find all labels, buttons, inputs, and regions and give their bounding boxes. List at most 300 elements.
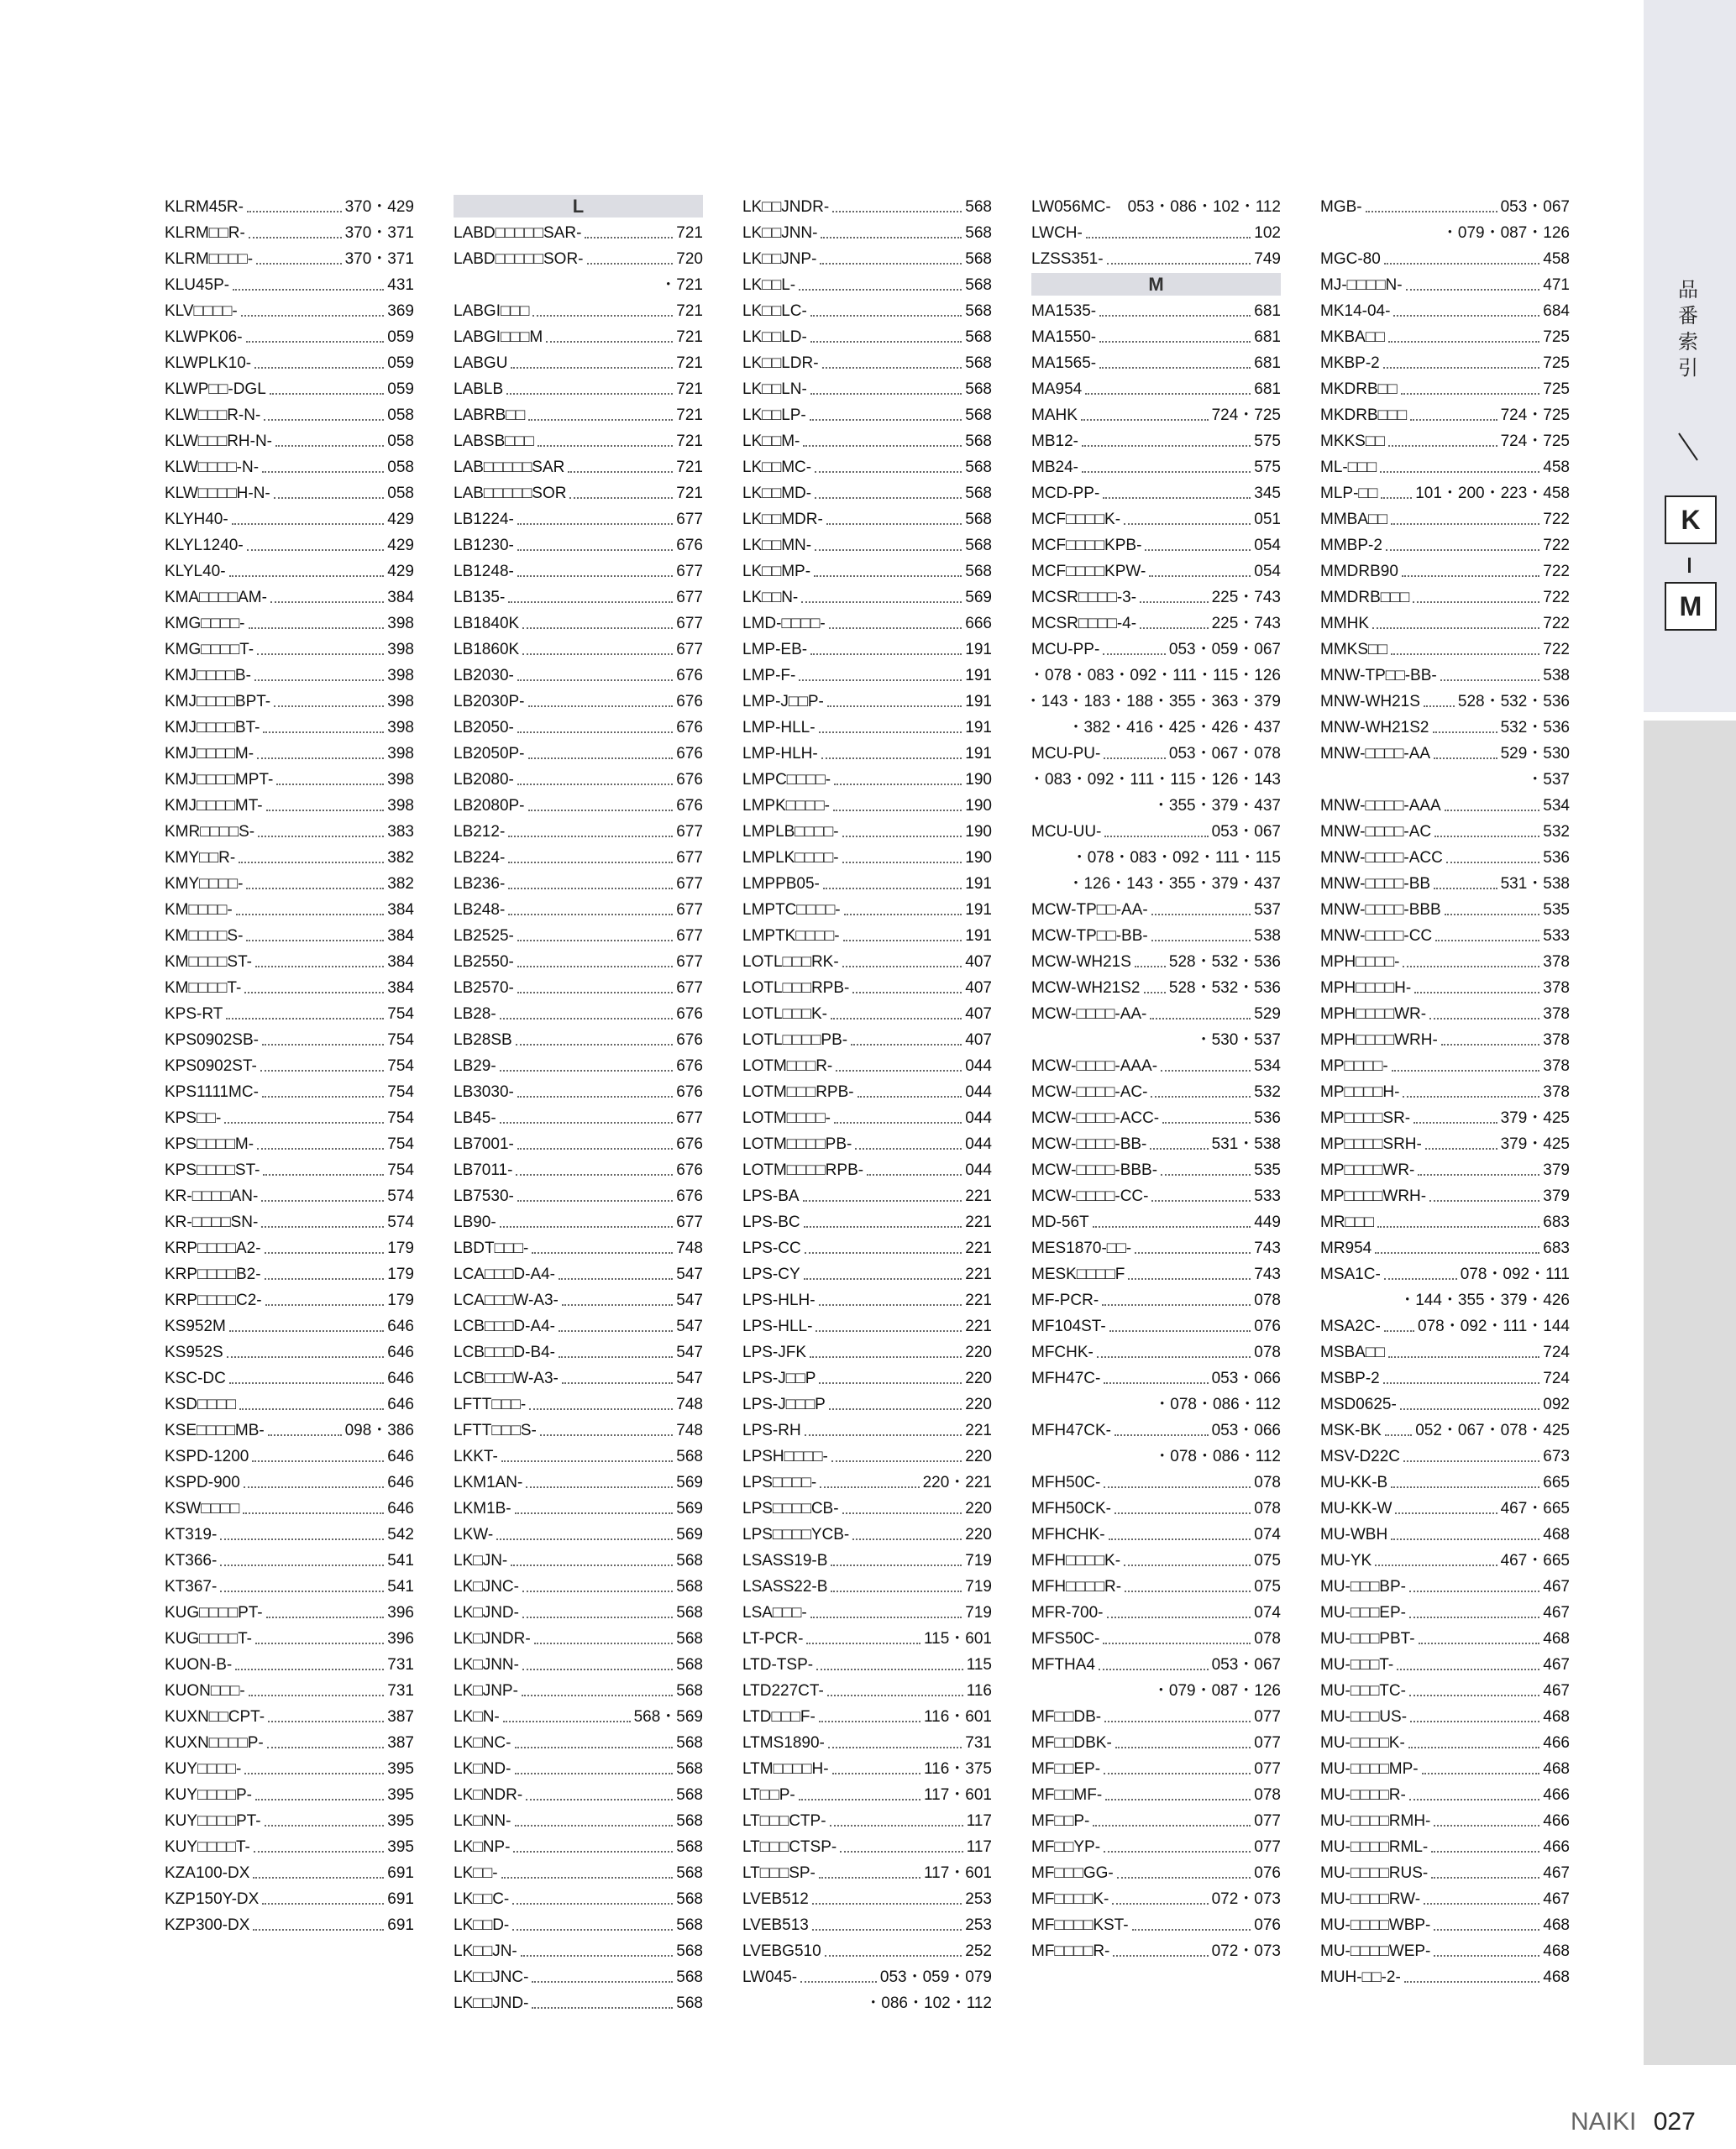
page-refs: 722: [1543, 537, 1570, 554]
part-number: KR-□□□□AN-: [165, 1187, 259, 1205]
dot-leader: [1409, 1695, 1539, 1696]
part-number: MMKS□□: [1320, 641, 1387, 658]
part-number: LK□JNN-: [454, 1656, 519, 1674]
dot-leader: [1445, 810, 1540, 811]
part-number: KZA100-DX: [165, 1864, 250, 1882]
index-entry: [165, 478, 414, 504]
index-entry: [1320, 1259, 1570, 1285]
index-entry: [165, 1207, 414, 1233]
index-entry: [165, 1727, 414, 1753]
part-number: MKBP-2: [1320, 354, 1380, 372]
page-refs: 468: [1543, 1942, 1570, 1960]
page-refs: 101・200・223・458: [1415, 485, 1570, 502]
index-entry: [454, 1415, 703, 1441]
dot-leader: [1424, 1903, 1539, 1905]
dot-leader: [496, 1538, 673, 1540]
part-number: MP□□□□WR-: [1320, 1161, 1415, 1179]
page-refs: 719: [965, 1552, 992, 1570]
index-entry: [454, 1155, 703, 1181]
page-refs: 078: [1254, 1786, 1281, 1804]
dot-leader: [562, 1304, 673, 1306]
index-entry: [454, 660, 703, 686]
page-refs: 676: [676, 1057, 703, 1075]
dot-leader: [840, 1851, 963, 1853]
part-number: LW045-: [742, 1968, 798, 1986]
page-refs: 078: [1254, 1500, 1281, 1517]
index-entry: [1320, 1727, 1570, 1753]
dot-leader: [253, 1929, 384, 1931]
page-refs: 547: [676, 1370, 703, 1387]
dot-leader: [239, 862, 384, 863]
dot-leader: [220, 1565, 384, 1566]
part-number: KPS-RT: [165, 1005, 223, 1023]
page-refs: 191: [965, 667, 992, 684]
dot-leader: [528, 419, 673, 421]
dot-leader: [844, 914, 962, 915]
page-refs: 053・067: [1211, 1656, 1281, 1674]
page-refs: 058: [387, 485, 414, 502]
dot-leader: [254, 679, 384, 681]
index-entry: [742, 1519, 992, 1545]
dot-leader: [1104, 1382, 1208, 1384]
page-refs: 466: [1543, 1812, 1570, 1830]
page-refs: 677: [676, 901, 703, 919]
part-number: MKDRB□□□: [1320, 406, 1408, 424]
page-refs: 253: [965, 1890, 992, 1908]
index-entry: [454, 1910, 703, 1936]
page-refs: 395: [387, 1812, 414, 1830]
page-refs: 117: [966, 1812, 992, 1830]
page-refs: 676: [676, 719, 703, 736]
part-number: LB2050P-: [454, 745, 525, 763]
index-entry: [742, 244, 992, 270]
dot-leader: [274, 705, 384, 707]
part-number: LMPK□□□□-: [742, 797, 830, 815]
dot-leader: [1082, 471, 1251, 473]
index-column-5: [1320, 191, 1570, 1988]
index-entry: [1031, 504, 1281, 530]
index-entry: [742, 374, 992, 400]
dot-leader: [1403, 966, 1539, 967]
dot-leader: [587, 263, 674, 265]
index-entry: [1031, 1884, 1281, 1910]
page-refs: ・530・537: [1195, 1031, 1281, 1049]
page-refs: ・086・102・112: [865, 1994, 992, 2012]
page-refs: 220: [965, 1526, 992, 1544]
index-entry: [742, 452, 992, 478]
index-entry: [165, 1389, 414, 1415]
index-entry: [165, 660, 414, 686]
page-refs: 252: [965, 1942, 992, 1960]
part-number: LTD-TSP-: [742, 1656, 814, 1674]
dot-leader: [1445, 914, 1540, 915]
index-entry: [742, 1155, 992, 1181]
dot-leader: [1383, 367, 1540, 369]
index-entry: [165, 1051, 414, 1077]
index-entry: [165, 1415, 414, 1441]
index-entry: [454, 1181, 703, 1207]
part-number: LABGI□□□M: [454, 328, 543, 346]
dot-leader: [834, 784, 962, 785]
dot-leader: [1117, 1877, 1251, 1879]
index-entry: [742, 1753, 992, 1779]
dot-leader: [1104, 1721, 1251, 1722]
sidebar-panel: [1644, 721, 1736, 2065]
index-entry: [454, 738, 703, 764]
part-number: LOTM□□□R-: [742, 1057, 833, 1075]
page-refs: 221: [965, 1266, 992, 1283]
page-refs: 220・221: [922, 1474, 992, 1491]
dot-leader: [852, 1538, 962, 1540]
page-refs: 721: [676, 432, 703, 450]
page-refs: 115: [966, 1656, 992, 1674]
index-entry: [1320, 1441, 1570, 1467]
page-refs: 395: [387, 1760, 414, 1778]
part-number: MES1870-□□-: [1031, 1240, 1132, 1257]
index-entry: [1320, 634, 1570, 660]
part-number: LT□□□CTP-: [742, 1812, 826, 1830]
index-entry: [1031, 1337, 1281, 1363]
dot-leader: [521, 1955, 674, 1957]
dot-leader: [1384, 1330, 1414, 1332]
dot-leader: [265, 1278, 385, 1280]
dot-leader: [1104, 1851, 1251, 1853]
page-refs: 116・375: [924, 1760, 992, 1778]
dot-leader: [1128, 1278, 1251, 1280]
index-entry: [742, 920, 992, 946]
dot-leader: [1409, 1799, 1539, 1800]
dot-leader: [829, 1408, 962, 1410]
index-entry: [454, 712, 703, 738]
dot-leader: [819, 1721, 920, 1722]
page-refs: ・079・087・126: [1152, 1682, 1281, 1700]
page-refs: 179: [387, 1240, 414, 1257]
page-refs: 378: [1543, 1083, 1570, 1101]
part-number: KS952M: [165, 1318, 226, 1335]
page-refs: 077: [1254, 1760, 1281, 1778]
page-refs: 466: [1543, 1734, 1570, 1752]
dot-leader: [247, 211, 342, 212]
page-refs: 568: [965, 302, 992, 320]
dot-leader: [1380, 471, 1539, 473]
part-number: KLWP□□-DGL: [165, 380, 266, 398]
page-refs: 721: [676, 354, 703, 372]
dot-leader: [805, 1434, 962, 1436]
page-refs: 541: [387, 1578, 414, 1596]
index-entry-continuation: [1031, 842, 1281, 868]
page-refs: 379・425: [1500, 1135, 1570, 1153]
page-refs: 568: [676, 1968, 703, 1986]
dot-leader: [1408, 1747, 1540, 1748]
index-entry: [1031, 1910, 1281, 1936]
page-refs: 369: [387, 302, 414, 320]
index-entry: [454, 1727, 703, 1753]
part-number: LT-PCR-: [742, 1630, 804, 1648]
page-refs: 676: [676, 1005, 703, 1023]
dot-leader: [517, 731, 673, 733]
dot-leader: [821, 237, 962, 238]
page-refs: 531・538: [1211, 1135, 1281, 1153]
index-column-3: [742, 191, 992, 2014]
page-refs: 677: [676, 641, 703, 658]
part-number: MNW-□□□□-CC: [1320, 927, 1433, 945]
page-refs: 379: [1543, 1187, 1570, 1205]
dot-leader: [1115, 1512, 1251, 1514]
dot-leader: [867, 1174, 962, 1176]
page-refs: 221: [965, 1240, 992, 1257]
index-entry: [454, 1962, 703, 1988]
index-entry: [742, 1467, 992, 1493]
index-entry: [742, 1233, 992, 1259]
dot-leader: [522, 627, 673, 629]
dot-leader: [268, 1721, 384, 1722]
index-entry: [454, 1571, 703, 1597]
dot-leader: [842, 836, 962, 837]
dot-leader: [810, 653, 962, 655]
page-refs: 568・569: [633, 1708, 703, 1726]
index-entry: [1031, 322, 1281, 348]
part-number: LK□□JNDR-: [742, 198, 830, 216]
part-number: MSA1C-: [1320, 1266, 1381, 1283]
part-number: LMPTK□□□□-: [742, 927, 840, 945]
dot-leader: [528, 705, 674, 707]
page-refs: 054: [1254, 537, 1281, 554]
part-number: KUY□□□□PT-: [165, 1812, 261, 1830]
part-number: MU-□□□□RUS-: [1320, 1864, 1429, 1882]
dot-leader: [257, 653, 384, 655]
page-refs: 052・067・078・425: [1415, 1422, 1570, 1439]
page-refs: 382: [387, 849, 414, 867]
index-entry: [165, 712, 414, 738]
part-number: ML-□□□: [1320, 459, 1377, 476]
page-refs: 528・532・536: [1168, 953, 1281, 971]
index-entry: [1031, 1233, 1281, 1259]
dot-leader: [517, 549, 673, 551]
part-number: MU-KK-W: [1320, 1500, 1392, 1517]
part-number: LVEBG510: [742, 1942, 821, 1960]
page-refs: 074: [1254, 1526, 1281, 1544]
dot-leader: [816, 1330, 962, 1332]
index-entry: [165, 1649, 414, 1675]
dot-leader: [243, 1512, 384, 1514]
page-refs: 117・601: [924, 1786, 992, 1804]
dot-leader: [255, 1799, 384, 1800]
index-entry: [1031, 1623, 1281, 1649]
index-entry: [165, 1233, 414, 1259]
dot-leader: [528, 810, 674, 811]
page-refs: 569: [676, 1474, 703, 1491]
index-entry: [1320, 400, 1570, 426]
index-entry: [165, 608, 414, 634]
part-number: LCB□□□D-A4-: [454, 1318, 556, 1335]
dot-leader: [562, 1382, 673, 1384]
part-number: MD-56T: [1031, 1213, 1089, 1231]
dot-leader: [1403, 1460, 1539, 1462]
index-entry: [1320, 660, 1570, 686]
index-entry: [454, 1701, 703, 1727]
page-refs: 754: [387, 1031, 414, 1049]
index-entry: [165, 1337, 414, 1363]
part-number: LB7001-: [454, 1135, 514, 1153]
page-refs: 535: [1254, 1161, 1281, 1179]
part-number: MPH□□□□WRH-: [1320, 1031, 1438, 1049]
page-refs: 466: [1543, 1838, 1570, 1856]
page-refs: 754: [387, 1109, 414, 1127]
page-refs: 676: [676, 537, 703, 554]
index-entry: [1031, 400, 1281, 426]
index-entry: [742, 1181, 992, 1207]
part-number: MU-□□□□K-: [1320, 1734, 1405, 1752]
page-refs: 370・371: [344, 224, 414, 242]
page-refs: 754: [387, 1161, 414, 1179]
page-refs: ・537: [1527, 771, 1570, 789]
dot-leader: [503, 1721, 631, 1722]
page-refs: 724: [1543, 1370, 1570, 1387]
page-refs: 568: [676, 1578, 703, 1596]
dot-leader: [265, 1825, 385, 1827]
part-number: KLU45P-: [165, 276, 230, 294]
dot-leader: [831, 1460, 962, 1462]
dot-leader: [829, 627, 962, 629]
page-refs: ・721: [660, 276, 703, 294]
part-number: MKKS□□: [1320, 432, 1385, 450]
dot-leader: [229, 1330, 384, 1332]
index-entry: [454, 1988, 703, 2014]
index-entry: [1031, 1181, 1281, 1207]
page-refs: 568: [676, 1864, 703, 1882]
part-number: MCF□□□□KPW-: [1031, 563, 1146, 580]
part-number: KPS□□□□M-: [165, 1135, 254, 1153]
dot-leader: [517, 992, 673, 993]
index-entry: [165, 1519, 414, 1545]
index-entry: [1320, 426, 1570, 452]
part-number: LABRB□□: [454, 406, 526, 424]
index-entry: [742, 1493, 992, 1519]
dot-leader: [534, 1643, 674, 1644]
part-number: MU-□□□BP-: [1320, 1578, 1406, 1596]
part-number: LABGI□□□: [454, 302, 530, 320]
part-number: LTD227CT-: [742, 1682, 824, 1700]
index-entry: [1320, 1129, 1570, 1155]
part-number: LB29-: [454, 1057, 496, 1075]
dot-leader: [546, 341, 673, 343]
index-entry: [165, 1753, 414, 1779]
index-entry: [454, 374, 703, 400]
index-entry: [1031, 296, 1281, 322]
dot-leader: [266, 1617, 385, 1618]
part-number: LK□□JNP-: [742, 250, 817, 268]
dot-leader: [1434, 888, 1497, 889]
dot-leader: [1135, 966, 1166, 967]
page-refs: 532: [1254, 1083, 1281, 1101]
part-number: MU-□□□□RML-: [1320, 1838, 1429, 1856]
part-number: LK□□C-: [454, 1890, 510, 1908]
page-refs: 575: [1254, 459, 1281, 476]
dot-leader: [500, 1070, 674, 1072]
page-refs: 398: [387, 641, 414, 658]
part-number: MA1535-: [1031, 302, 1097, 320]
part-number: MNW-WH21S2: [1320, 719, 1429, 736]
dot-leader: [264, 419, 384, 421]
page-refs: ・126・143・355・379・437: [1067, 875, 1281, 893]
page-refs: 676: [676, 771, 703, 789]
dot-leader: [1151, 1096, 1251, 1098]
dot-leader: [1372, 627, 1539, 629]
part-number: KRP□□□□B2-: [165, 1266, 261, 1283]
part-number: MNW-□□□□-AC: [1320, 823, 1432, 841]
page-refs: 191: [965, 745, 992, 763]
dot-leader: [806, 1643, 920, 1644]
dot-leader: [501, 1877, 674, 1879]
page-refs: 677: [676, 615, 703, 632]
dot-leader: [799, 679, 962, 681]
part-number: KM□□□□T-: [165, 979, 242, 997]
index-entry: [165, 1571, 414, 1597]
page-refs: 676: [676, 1161, 703, 1179]
part-number: MU-□□□US-: [1320, 1708, 1408, 1726]
part-number: MP□□□□H-: [1320, 1083, 1400, 1101]
dot-leader: [500, 1122, 674, 1124]
index-entry: [742, 790, 992, 816]
page-refs: 179: [387, 1266, 414, 1283]
part-number: MF□□DBK-: [1031, 1734, 1112, 1752]
index-entry: [1031, 556, 1281, 582]
page-refs: 053・067: [1500, 198, 1570, 216]
page-refs: 072・073: [1211, 1890, 1281, 1908]
dot-leader: [266, 810, 385, 811]
dot-leader: [1109, 1330, 1251, 1332]
page-refs: 191: [965, 927, 992, 945]
page-refs: 407: [965, 979, 992, 997]
dot-leader: [812, 1929, 962, 1931]
dot-leader: [508, 888, 673, 889]
page-refs: 676: [676, 693, 703, 710]
dot-leader: [1140, 627, 1209, 629]
index-entry: [165, 1259, 414, 1285]
page-refs: 220: [965, 1448, 992, 1465]
dot-leader: [842, 1512, 962, 1514]
index-entry: [165, 218, 414, 244]
part-number: KRP□□□□A2-: [165, 1240, 261, 1257]
dot-leader: [810, 341, 962, 343]
dot-leader: [513, 1851, 673, 1853]
page-refs: 220: [965, 1344, 992, 1361]
dot-leader: [511, 1565, 673, 1566]
dot-leader: [263, 1174, 384, 1176]
dot-leader: [1107, 263, 1251, 265]
page-refs: 677: [676, 563, 703, 580]
page-refs: 646: [387, 1318, 414, 1335]
index-entry: [165, 1441, 414, 1467]
part-number: KLRM□□□□-: [165, 250, 254, 268]
dot-leader: [1433, 731, 1497, 733]
dot-leader: [246, 940, 384, 941]
index-entry: [1320, 1207, 1570, 1233]
part-number: MESK□□□□F: [1031, 1266, 1125, 1283]
index-entry-continuation: [1031, 1441, 1281, 1467]
page-refs: 221: [965, 1187, 992, 1205]
index-entry: [165, 426, 414, 452]
index-entry: [165, 1129, 414, 1155]
part-number: KUY□□□□T-: [165, 1838, 250, 1856]
part-number: LB2050-: [454, 719, 514, 736]
part-number: KMG□□□□-: [165, 615, 245, 632]
part-number: LK□□D-: [454, 1916, 510, 1934]
dot-leader: [249, 627, 385, 629]
dot-leader: [827, 705, 962, 707]
dot-leader: [1145, 549, 1251, 551]
dot-leader: [229, 575, 385, 577]
